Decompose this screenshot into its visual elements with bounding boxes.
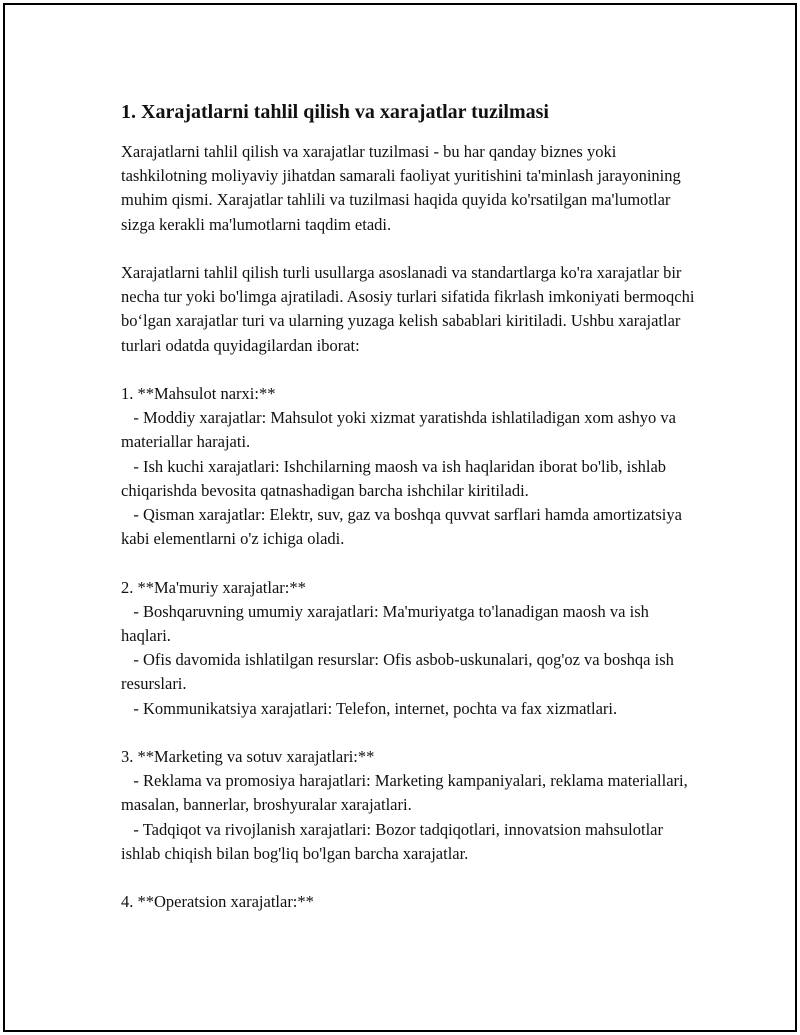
list-item-text: - Ish kuchi xarajatlari: Ishchilarning maosh va ish haqlaridan iborat bo'lib, ishlab chiqarishda bevosita qatnashadigan barcha ishchilar kiritiladi.	[121, 456, 667, 500]
list-item	[121, 818, 701, 866]
paragraph-gap	[121, 866, 701, 890]
list-item-text: - Ofis davomida ishlatilgan resurslar: Ofis asbob-uskunalari, qog'oz va boshqa ish resurslari.	[121, 650, 674, 694]
list-item	[121, 600, 701, 648]
intro-paragraph: Xarajatlarni tahlil qilish va xarajatlar tuzilmasi - bu har qanday biznes yoki tashkilotning moliyaviy jihatdan samarali faoliyat yuritishini ta'minlash jarayonining muhim qismi. Xarajatlar tahlili va tuzilmasi haqida quyida ko'rsatilgan ma'lumotlar sizga kerakli ma'lumotlarni taqdim etadi.	[121, 142, 681, 234]
list-item	[121, 406, 701, 454]
page-frame	[3, 3, 797, 1032]
list-item-text: - Boshqaruvning umumiy xarajatlari: Ma'muriyatga to'lanadigan maosh va ish haqlari.	[121, 601, 649, 646]
document-title: 1. Xarajatlarni tahlil qilish va xarajatlar tuzilmasi	[121, 101, 549, 123]
paragraph-gap	[121, 551, 701, 575]
paragraph-gap	[121, 721, 701, 745]
list-item	[121, 648, 701, 696]
list-item	[121, 697, 701, 721]
list-item-text: - Qisman xarajatlar: Elektr, suv, gaz va boshqa quvvat sarflari hamda amortizatsiya kabi elementlarni o'z ichiga oladi.	[121, 505, 682, 549]
section-heading: 2. **Ma'muriy xarajatlar:**	[121, 577, 306, 597]
paragraph-gap	[121, 358, 701, 382]
list-item	[121, 769, 701, 817]
document-body	[121, 97, 701, 914]
section-heading: 3. **Marketing va sotuv xarajatlari:**	[121, 747, 375, 767]
list-item-text: - Reklama va promosiya harajatlari: Marketing kampaniyalari, reklama materiallari, masalan, bannerlar, broshyuralar xarajatlari.	[121, 771, 688, 815]
list-item-text: - Tadqiqot va rivojlanish xarajatlari: Bozor tadqiqotlari, innovatsion mahsulotlar ishlab chiqish bilan bog'liq bo'lgan barcha xarajatlar.	[121, 819, 664, 863]
list-item-text: - Moddiy xarajatlar: Mahsulot yoki xizmat yaratishda ishlatiladigan xom ashyo va materiallar harajati.	[121, 408, 676, 452]
section-heading: 1. **Mahsulot narxi:**	[121, 384, 276, 403]
list-item	[121, 503, 701, 551]
section-heading: 4. **Operatsion xarajatlar:**	[121, 892, 314, 912]
list-item	[121, 455, 701, 503]
types-paragraph: Xarajatlarni tahlil qilish turli usullarga asoslanadi va standartlarga ko'ra xarajatlar bir necha tur yoki bo'limga ajratiladi. Asosiy turlari sifatida fikrlash imkoniyati bermoqchi bo‘lgan xarajatlar turi va ularning yuzaga kelish sabablari kiritiladi. Ushbu xarajatlar turlari odatda quyidagilardan iborat:	[121, 263, 695, 355]
paragraph-gap	[121, 237, 701, 261]
list-item-text: - Kommunikatsiya xarajatlari: Telefon, internet, pochta va fax xizmatlari.	[133, 698, 618, 718]
